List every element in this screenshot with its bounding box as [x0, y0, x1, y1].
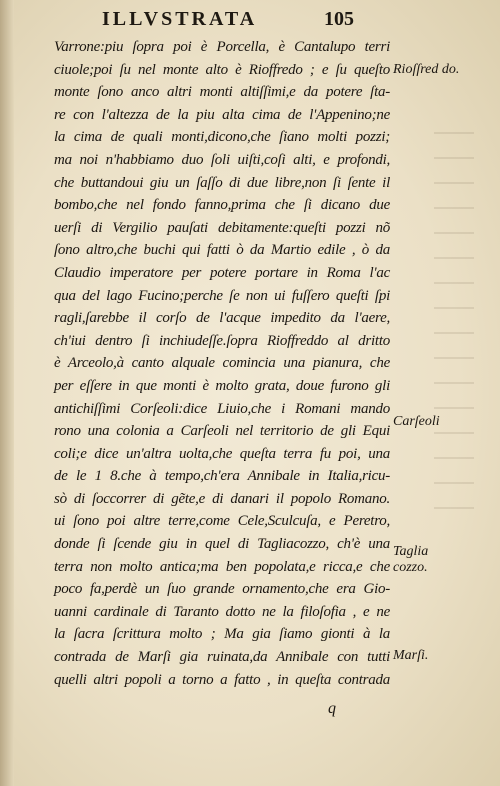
text-line: ciuole;poi ſu nel monte alto è Rioffredo ; e ſu queſto [54, 61, 390, 78]
text-line: è Arceolo,à canto alquale comincia una pianura, che [54, 355, 390, 372]
running-title: ILLVSTRATA [102, 8, 258, 30]
text-line: Claudio imperatore per potere portare in Roma l'ac [54, 264, 390, 281]
text-line: ſono altro,che buchi qui fatti ò da Martio edile , ò da [54, 242, 390, 259]
text-line: rono una colonia a Carſeoli nel territorio de gli Equi [54, 423, 390, 440]
text-line: bombo,che nel fondo fanno,prima che ſi dicano due [54, 197, 390, 214]
running-head [48, 8, 388, 32]
text-line: per eſſere in que monti è molto grata, doue furono gli [54, 377, 390, 394]
text-line: monte ſono anco altri monti altiſſimi,e da potere ſta- [54, 84, 390, 101]
text-line: qua del lago Fucino;perche ſe non ui fuſſero queſti ſpi [54, 287, 390, 304]
text-line: coli;e dice un'altra uolta,che queſta terra fu poi, una [54, 445, 390, 462]
margin-note-tagliacozzo: Taglia cozzo. [393, 544, 429, 575]
text-line: ragli,ſarebbe il corſo de l'acque impedito da l'aere, [54, 310, 390, 327]
text-line: che buttandoui giu un ſaſſo di due libre,non ſi ſente il [54, 174, 390, 191]
page-number: 105 [324, 8, 354, 30]
text-line: donde ſi ſcende giu in quel di Tagliacozzo, ch'è una [54, 536, 390, 553]
text-line: re con l'altezza de la piu alta cima de l'Appenino;ne [54, 106, 390, 123]
page-gutter-shadow [0, 0, 14, 786]
text-line: ma noi n'habbiamo duo ſoli uiſti,coſi alti, e profondi, [54, 151, 390, 168]
text-line: Varrone:piu ſopra poi è Porcella, è Cantalupo terri [54, 39, 390, 55]
text-line: quelli altri popoli a torno a fatto , in queſta contrada [54, 671, 390, 688]
text-line: uanni cardinale di Taranto dotto ne la filoſofia , e ne [54, 603, 390, 620]
text-line: sò di ſoccorrer di gẽte,e di danari il popolo Romano. [54, 490, 390, 507]
text-line: terra non molto antica;ma ben popolata,e ricca,e che [54, 558, 390, 575]
text-line: de le 1 8.che à tempo,ch'era Annibale in Italia,ricu- [54, 468, 390, 485]
margin-note-rioffredo: Rioſſred do. [393, 62, 460, 77]
show-through-text [434, 110, 474, 530]
margin-note-marsi: Marſi. [393, 648, 429, 663]
text-line: la cima de quali monti,dicono,che ſiano molti pozzi; [54, 129, 390, 146]
text-line: ch'iui dentro ſi inchiudeſſe.ſopra Rioffreddo al dritto [54, 332, 390, 349]
text-line: poco fa,perdè un ſuo grande ornamento,che era Gio- [54, 581, 390, 598]
text-line: uerſi di Vergilio pauſati debitamente:queſti pozzi nõ [54, 219, 390, 236]
text-line: la ſacra ſcrittura molto ; Ma gia ſiamo gionti à la [54, 626, 390, 643]
text-line: ui ſono poi altre terre,come Cele,Sculcuſa, e Peretro, [54, 513, 390, 530]
text-line: contrada de Marſi gia ruinata,da Annibale con tutti [54, 649, 390, 666]
text-line: antichiſſimi Corſeoli:dice Liuio,che i Romani mando [54, 400, 390, 417]
catchword: q [328, 700, 336, 717]
body-text [54, 36, 390, 691]
margin-note-carseoli: Carſeoli [393, 414, 440, 429]
